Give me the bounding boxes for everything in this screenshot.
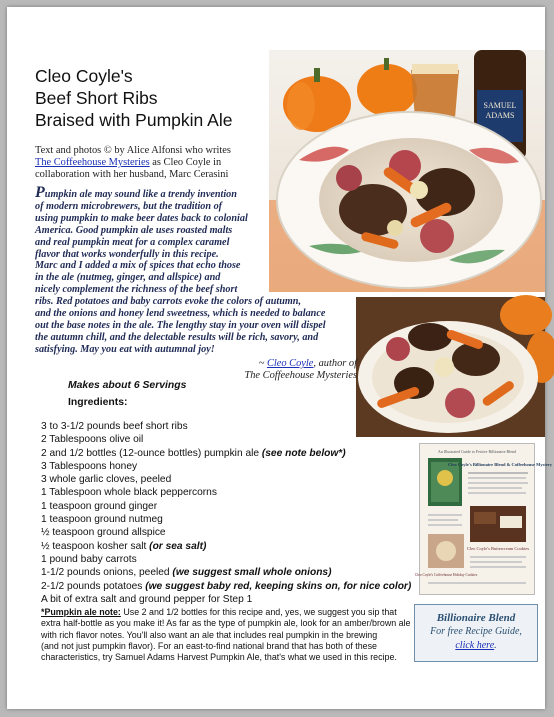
note-line-1 (41, 607, 531, 618)
intro-drop-cap: P (35, 184, 45, 201)
intro-line: flavor that works wonderfully in this recipe. (35, 248, 219, 260)
intro-line: the autumn chill, and the delectable results will be rich, savory, and (35, 331, 319, 343)
credit-line-3: collaboration with her husband, Marc Cerasini (35, 169, 229, 180)
ingredients-list (41, 420, 421, 606)
intro-first-line-rest: umpkin ale may sound like a trendy invention (44, 189, 237, 200)
ingredient-item: 2 Tablespoons olive oil (41, 434, 144, 446)
intro-first-line (35, 184, 521, 201)
intro-line: of modern microbrewers, but the tradition of (35, 200, 223, 212)
intro-line: ribs. Red potatoes and baby carrots evoke the colors of autumn, (35, 296, 302, 308)
ingredient-item: 1 teaspoon ground ginger (41, 500, 158, 512)
title-line-1: Cleo Coyle's (35, 66, 133, 86)
intro-line: satisfying. May you eat with autumnal joy! (35, 343, 215, 355)
ingredient-item: 3 to 3-1/2 pounds beef short ribs (41, 421, 188, 432)
ingredient-item: ½ teaspoon kosher salt (or sea salt) (41, 540, 207, 552)
ingredient-item: A bit of extra salt and ground pepper for Step 1 (41, 593, 253, 605)
promo-line-1: For free Recipe Guide, (430, 626, 522, 637)
ingredient-item: 3 whole garlic cloves, peeled (41, 474, 172, 486)
note-text: Use 2 and 1/2 bottles for this recipe and, yes, we suggest you sip that (120, 607, 397, 617)
note-label: *Pumpkin ale note: (41, 607, 121, 617)
credit-line-2-rest: as Cleo Coyle in (149, 157, 222, 168)
svg-text:ADAMS: ADAMS (485, 111, 515, 120)
signature-rest: , author of (313, 358, 357, 369)
intro-line: out the base notes in the ale. The lengthy stay in your oven will dispel (35, 319, 326, 331)
recipe-page (7, 7, 553, 709)
note-line: (and not just pumpkin flavor). For an east-to-find national brand that has both of these (41, 640, 377, 651)
author-signature (197, 358, 357, 382)
note-line: with rich flavor notes. You'll also want an ale that includes real pumpkin in the brewing (41, 629, 378, 640)
title-line-3: Braised with Pumpkin Ale (35, 110, 233, 130)
ingredients-heading: Ingredients: (68, 397, 128, 408)
ingredient-item: 1-1/2 pounds onions, peeled (we suggest small whole onions) (41, 567, 332, 579)
servings: Makes about 6 Servings (68, 380, 187, 391)
book-header: An Illustrated Guide to Festive Billionaire Blend (437, 449, 517, 454)
book-title: Cleo Coyle's Billionaire Blend & Coffeehouse Mystery (447, 462, 553, 467)
recipe-guide-cover[interactable] (414, 443, 553, 595)
ingredient-item: 2-1/2 pounds potatoes (we suggest baby red, keeping skins on, for nice color) (41, 580, 412, 592)
recipe-title (35, 65, 285, 131)
recipe-photo-plate (356, 297, 545, 437)
ingredient-item: 1 Tablespoon whole black peppercorns (41, 487, 217, 499)
ingredient-item: 1 teaspoon ground nutmeg (41, 514, 163, 526)
ingredient-item: 2 and 1/2 bottles (12-ounce bottles) pumpkin ale (see note below*) (41, 447, 346, 459)
credit-line-2 (35, 157, 275, 169)
intro-line: nicely complement the richness of the beef short (35, 284, 238, 296)
cleo-coyle-link[interactable]: Cleo Coyle (266, 358, 314, 369)
svg-text:SAMUEL: SAMUEL (483, 101, 517, 110)
intro-line: in the ale (nutmeg, ginger, and allspice) and (35, 272, 221, 284)
intro-line: and real pumpkin meat for a complex caramel (35, 236, 230, 248)
free-recipe-guide-link[interactable]: click here (455, 640, 495, 651)
note-line: characteristics, try Samuel Adams Harvest Pumpkin Ale, that's what we used in this recipe. (41, 652, 397, 663)
ingredient-item: ½ teaspoon ground allspice (41, 527, 166, 539)
book-subtitle-2: Cleo Coyle's Buttercream Cookies (466, 546, 530, 551)
plate-photo-svg (356, 297, 545, 437)
pumpkin-ale-note (41, 607, 531, 663)
ingredient-item: 3 Tablespoons honey (41, 460, 138, 472)
ingredient-item: 1 pound baby carrots (41, 553, 137, 565)
signature-prefix: ~ (258, 358, 267, 369)
coffeehouse-mysteries-link[interactable]: The Coffeehouse Mysteries (35, 157, 150, 168)
intro-line: using pumpkin to make beer dates back to colonial (35, 212, 248, 224)
author-credit (35, 145, 275, 181)
signature-line-1 (197, 358, 357, 370)
intro-line: America. Good pumpkin ale uses roasted malts (35, 224, 233, 236)
signature-line-2: The Coffeehouse Mysteries (244, 370, 357, 381)
book-subtitle: Cleo Coyle's Coffeehouse Holiday Cookies (414, 573, 478, 577)
promo-title: Billionaire Blend (436, 612, 516, 624)
book-cover-svg (414, 444, 553, 594)
intro-line: Marc and I added a mix of spices that echo those (35, 260, 241, 272)
promo-period: . (494, 640, 497, 651)
title-line-2: Beef Short Ribs (35, 88, 158, 108)
intro-line: and the onions and honey lend sweetness, which is needed to balance (35, 308, 326, 320)
note-line: extra half-bottle as you make it! As far as the type of pumpkin ale, look for an amber/brown ale (41, 618, 411, 629)
credit-line-1: Text and photos © by Alice Alfonsi who writes (35, 145, 231, 156)
